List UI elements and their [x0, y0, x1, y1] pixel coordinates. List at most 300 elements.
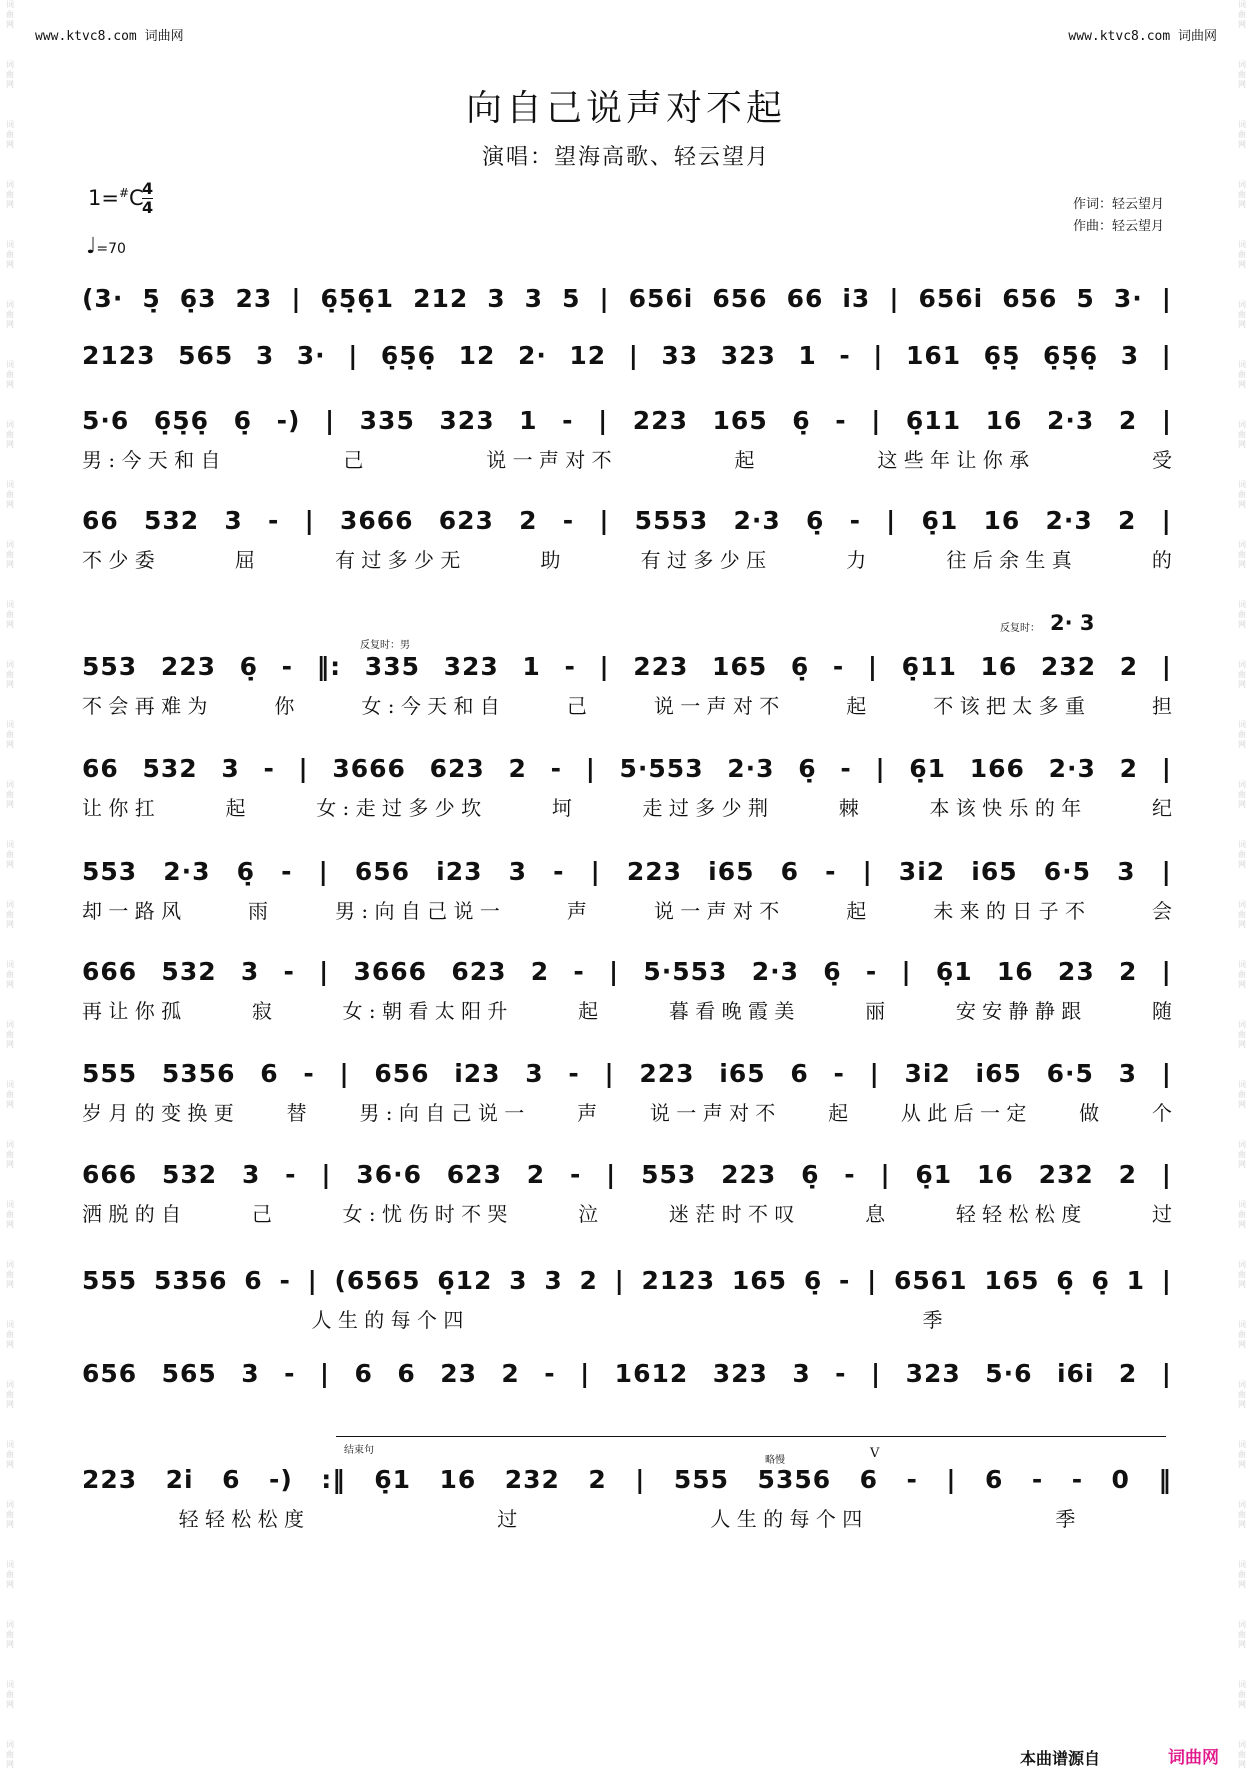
note-group: - [564, 651, 576, 681]
barline: | [1161, 405, 1172, 435]
note-group: 565 [161, 1358, 217, 1388]
watermark-text: 词 曲 网 [6, 1200, 14, 1229]
watermark-column-left [3, 0, 17, 1788]
note-group: - [285, 1159, 297, 1189]
note-group: 623 [438, 505, 494, 535]
note-group: 6 [244, 1265, 263, 1295]
lyric-phrase: 未 来 的 日 子 不 [933, 899, 1086, 923]
lyric-phrase: 人 生 的 每 个 四 [311, 1308, 464, 1332]
barline: | [298, 753, 309, 783]
note-group: 532 [161, 1159, 218, 1189]
barline: | [598, 405, 609, 435]
note-group: 6 [780, 856, 799, 886]
note-group: 6̣ [823, 956, 842, 986]
note-group: 2123 [82, 340, 156, 370]
note-group: -) [276, 405, 301, 435]
watermark-text: 词 曲 网 [6, 420, 14, 449]
note-group: 656i [628, 283, 694, 313]
lyric-phrase: 你 [274, 694, 295, 718]
note-group: - [825, 856, 837, 886]
lyric-phrase: 起 [734, 448, 755, 472]
time-signature: 4 4 [142, 179, 154, 217]
barline: | [873, 340, 884, 370]
note-group: 2 [1118, 505, 1137, 535]
barline: | [339, 1058, 350, 1088]
watermark-text: 词 曲 网 [6, 840, 14, 869]
note-group: 1 [798, 340, 817, 370]
watermark-text: 词 曲 网 [6, 300, 14, 329]
note-group: 16 [980, 651, 1018, 681]
lyrics-line [82, 1503, 1172, 1531]
watermark-text: 词 曲 网 [6, 60, 14, 89]
note-group: 3· [296, 340, 326, 370]
lyricist: 作词：轻云望月 [1072, 197, 1164, 212]
note-group: 12 [458, 340, 496, 370]
note-group: - [303, 1058, 315, 1088]
note-group: 66 [82, 753, 119, 783]
barline: :‖ [321, 1464, 346, 1494]
note-group: - [263, 753, 275, 783]
notes-line [82, 1156, 1172, 1192]
note-group: 6̣ [239, 651, 259, 681]
watermark-text: 词 曲 网 [1238, 60, 1246, 89]
note-group: 3 [224, 505, 243, 535]
note-group: 16 [985, 405, 1023, 435]
watermark-text: 词 曲 网 [6, 1020, 14, 1049]
watermark-text: 词 曲 网 [1238, 540, 1246, 569]
note-group: 6̣1 [935, 956, 973, 986]
score-system [82, 1262, 1172, 1332]
barline: | [599, 651, 610, 681]
watermark-text: 词 曲 网 [6, 960, 14, 989]
note-group: 6̣5̣6̣ [153, 405, 210, 435]
note-group: 6̣5̣ [983, 340, 1021, 370]
notes-line [82, 1355, 1172, 1391]
note-group: 3 [792, 1358, 811, 1388]
lyric-phrase: 纪 [1151, 796, 1172, 820]
note-group: 5·6 [985, 1358, 1033, 1388]
note-group: 553 [82, 651, 138, 681]
watermark-text: 词 曲 网 [6, 1260, 14, 1289]
note-group: 6̣5̣6̣1 [320, 283, 395, 313]
note-group: 66 [82, 505, 119, 535]
lyric-phrase: 季 [1055, 1507, 1076, 1531]
watermark-text: 词 曲 网 [6, 600, 14, 629]
note-group: 6̣12 [437, 1265, 493, 1295]
lyric-phrase: 替 [286, 1101, 307, 1125]
note-group: 3· [1113, 283, 1143, 313]
note-group: 2 [1118, 1159, 1137, 1189]
note-group: 555 [82, 1058, 138, 1088]
note-group: 3 [509, 1265, 528, 1295]
note-group: 3 [240, 956, 260, 986]
watermark-text: 词 曲 网 [1238, 360, 1246, 389]
lyric-phrase: 担 [1151, 694, 1172, 718]
note-group: - [568, 1058, 580, 1088]
watermark-text: 词 曲 网 [1238, 1680, 1246, 1709]
notes-line [82, 337, 1172, 373]
note-group: 532 [142, 753, 198, 783]
note-group: 232 [504, 1464, 560, 1494]
note-group: 166 [969, 753, 1025, 783]
watermark-text: 词 曲 网 [6, 1140, 14, 1169]
watermark-text: 词 曲 网 [1238, 1380, 1246, 1409]
note-group: 6·5 [1043, 856, 1091, 886]
note-group: - [849, 505, 861, 535]
note-group: 223 [632, 405, 688, 435]
note-group: - [550, 753, 562, 783]
note-group: 565 [178, 340, 234, 370]
watermark-text: 词 曲 网 [1238, 1440, 1246, 1469]
note-group: 165 [712, 405, 768, 435]
note-group: i65 [719, 1058, 766, 1088]
score-system [82, 953, 1172, 1023]
lyric-phrase: 声 [577, 1101, 598, 1125]
note-group: - [835, 1358, 847, 1388]
note-group: 223 [626, 856, 683, 886]
lyric-phrase: 再 让 你 孤 [82, 999, 182, 1023]
lyrics-line [82, 690, 1172, 718]
watermark-column-right [1235, 0, 1249, 1788]
note-group: 666 [82, 1159, 138, 1189]
note-group: - [562, 405, 574, 435]
barline: | [319, 956, 330, 986]
note-group: - [906, 1464, 918, 1494]
lyric-phrase: 安 安 静 静 跟 [955, 999, 1082, 1023]
note-group: 335 [359, 405, 415, 435]
note-group: 6̣ [236, 856, 256, 886]
note-group: 165 [984, 1265, 1040, 1295]
barline: | [889, 283, 900, 313]
lyric-phrase: 让 你 扛 [82, 796, 155, 820]
note-group: 2 [1118, 1358, 1138, 1388]
barline: | [946, 1464, 957, 1494]
singers: 演唱：望海高歌、轻云望月 [481, 145, 770, 170]
note-group: 6 [984, 1464, 1004, 1494]
notes-line [82, 402, 1172, 438]
note-group: 323 [905, 1358, 961, 1388]
lyric-phrase: 却 一 路 风 [82, 899, 182, 923]
note-group: 232 [1038, 1159, 1094, 1189]
note-group: (6565 [334, 1265, 421, 1295]
lyric-phrase: 坷 [551, 796, 572, 820]
note-group: 1 [1126, 1265, 1145, 1295]
watermark-text: 词 曲 网 [6, 1080, 14, 1109]
note-group: 165 [731, 1265, 788, 1295]
note-group: i65 [975, 1058, 1022, 1088]
lyric-phrase: 有 过 多 少 压 [640, 548, 767, 572]
lyric-phrase: 己 [343, 448, 364, 472]
lyric-phrase: 己 [566, 694, 587, 718]
lyric-phrase: 本 该 快 乐 的 年 [929, 796, 1082, 820]
note-group: 3i2 [904, 1058, 951, 1088]
note-group: 232 [1040, 651, 1097, 681]
note-group: 5356 [757, 1464, 832, 1494]
note-group: i23 [436, 856, 483, 886]
note-group: 5 [562, 283, 581, 313]
note-group: - [839, 340, 851, 370]
watermark-text: 词 曲 网 [6, 720, 14, 749]
note-group: 23 [440, 1358, 477, 1388]
notes-line [82, 1055, 1172, 1091]
repeat-alt-label: 反复时： [1000, 623, 1040, 634]
note-group: 2·3 [1047, 405, 1095, 435]
note-group: 3666 [332, 753, 406, 783]
note-group: 623 [429, 753, 485, 783]
note-group: 6 [354, 1358, 373, 1388]
watermark-text: 词 曲 网 [1238, 240, 1246, 269]
note-group: 323 [439, 405, 495, 435]
lyric-phrase: 不 会 再 难 为 [82, 694, 208, 718]
note-group: 656 [1002, 283, 1058, 313]
note-group: 656 [712, 283, 768, 313]
note-group: 6561 [894, 1265, 968, 1295]
note-group: 6̣1 [915, 1159, 953, 1189]
watermark-text: 词 曲 网 [1238, 780, 1246, 809]
note-group: i23 [454, 1058, 501, 1088]
lyric-phrase: 女 : 忧 伤 时 不 哭 [342, 1202, 508, 1226]
watermark-text: 词 曲 网 [1238, 420, 1246, 449]
note-group: 2·3 [727, 753, 775, 783]
note-group: - [268, 505, 280, 535]
watermark-text: 词 曲 网 [6, 900, 14, 929]
lyric-phrase: 受 [1151, 448, 1172, 472]
lyrics-line [82, 792, 1172, 820]
note-group: 3666 [353, 956, 428, 986]
score-system [82, 750, 1172, 820]
notes-line [82, 1262, 1172, 1298]
note-group: - [544, 1358, 556, 1388]
watermark-text: 词 曲 网 [6, 180, 14, 209]
note-group: 6̣ [1056, 1265, 1075, 1295]
lyric-phrase: 洒 脱 的 自 [82, 1202, 182, 1226]
note-group: - [835, 405, 847, 435]
barline: | [604, 1058, 615, 1088]
watermark-text: 词 曲 网 [6, 0, 14, 29]
barline: | [599, 283, 610, 313]
watermark-text: 词 曲 网 [1238, 600, 1246, 629]
watermark-text: 词 曲 网 [6, 1440, 14, 1469]
lyric-phrase: 人 生 的 每 个 四 [710, 1507, 863, 1531]
note-group: - [553, 856, 565, 886]
watermark-text: 词 曲 网 [6, 1380, 14, 1409]
barline: | [1161, 1265, 1172, 1295]
note-group: 2 [588, 1464, 607, 1494]
lyrics-line [82, 1304, 1172, 1332]
watermark-text: 词 曲 网 [6, 1560, 14, 1589]
watermark-text: 词 曲 网 [6, 1320, 14, 1349]
note-group: - [1031, 1464, 1044, 1494]
note-group: 2 [519, 505, 538, 535]
note-group: 623 [451, 956, 507, 986]
lyric-phrase: 起 [828, 1101, 849, 1125]
note-group: 3 [1118, 1058, 1138, 1088]
barline: | [319, 1358, 331, 1388]
lyric-phrase: 往 后 余 生 真 [946, 548, 1072, 572]
barline: | [609, 956, 620, 986]
note-group: 6̣1 [909, 753, 947, 783]
note-group: 16 [439, 1464, 477, 1494]
note-group: 6̣ [792, 405, 811, 435]
repeat-alt-notes: 2· 3 [1050, 611, 1095, 635]
barline: | [869, 1058, 880, 1088]
note-group: 623 [446, 1159, 502, 1189]
barline: ‖ [1158, 1464, 1172, 1494]
lyric-phrase: 女 : 朝 看 太 阳 升 [342, 999, 508, 1023]
watermark-text: 词 曲 网 [6, 1500, 14, 1529]
note-group: i65 [708, 856, 755, 886]
barline: ‖: [316, 651, 342, 681]
note-group: 2·3 [1045, 505, 1093, 535]
note-group: 23 [1057, 956, 1095, 986]
note-group: 3 [241, 1358, 260, 1388]
quarter-note-icon: ♩ [86, 234, 97, 259]
note-group: 2 [1118, 956, 1138, 986]
note-group: 2 [508, 753, 527, 783]
score-system [82, 648, 1172, 718]
lyric-phrase: 泣 [578, 1202, 599, 1226]
note-group: 3 [524, 283, 544, 313]
watermark-text: 词 曲 网 [6, 660, 14, 689]
note-group: - [1071, 1464, 1084, 1494]
note-group: i6i [1056, 1358, 1095, 1388]
note-group: - [284, 1358, 296, 1388]
note-group: - [865, 956, 878, 986]
note-group: 6 [397, 1358, 416, 1388]
lyric-phrase: 男 : 向 自 己 说 一 [335, 899, 500, 923]
note-group: 666 [82, 956, 138, 986]
note-group: 6̣ [805, 505, 825, 535]
notes-line [82, 1461, 1172, 1497]
note-group: 2 [1118, 405, 1138, 435]
lyric-phrase: 女 : 今 天 和 自 [361, 694, 500, 718]
lyric-phrase: 说 一 声 对 不 [649, 1101, 776, 1125]
watermark-text: 词 曲 网 [1238, 480, 1246, 509]
note-group: 656 [82, 1358, 138, 1388]
site-url-left[interactable]: www.ktvc8.com 词曲网 [35, 29, 184, 44]
note-group: 3 [525, 1058, 544, 1088]
watermark-text: 词 曲 网 [6, 240, 14, 269]
note-group: 5̣ [142, 283, 161, 313]
watermark-text: 词 曲 网 [6, 1740, 14, 1769]
note-group: - [844, 1159, 856, 1189]
barline: | [318, 856, 329, 886]
lyrics-line [82, 895, 1172, 923]
lyric-phrase: 个 [1151, 1101, 1172, 1125]
note-group: 3i2 [898, 856, 946, 886]
watermark-text: 词 曲 网 [1238, 1260, 1246, 1289]
lyric-phrase: 说 一 声 对 不 [653, 694, 780, 718]
note-group: 223 [633, 651, 689, 681]
note-group: 6 [260, 1058, 279, 1088]
watermark-text: 词 曲 网 [1238, 1320, 1246, 1349]
note-group: -) [268, 1464, 293, 1494]
slow-label: 略慢 [765, 1455, 785, 1466]
note-group: i3 [842, 283, 871, 313]
note-group: 36·6 [356, 1159, 422, 1189]
barline: | [599, 505, 610, 535]
note-group: 223 [82, 1464, 138, 1494]
barline: | [867, 1265, 878, 1295]
score-system [82, 502, 1172, 572]
notes-line [82, 502, 1172, 538]
note-group: 16 [976, 1159, 1014, 1189]
barline: | [1161, 1058, 1172, 1088]
composer: 作曲：轻云望月 [1072, 219, 1164, 234]
lyric-phrase: 棘 [838, 796, 859, 820]
note-group: - [281, 651, 294, 681]
note-group: 6̣ [233, 405, 253, 435]
barline: | [880, 1159, 891, 1189]
note-group: 6·5 [1046, 1058, 1094, 1088]
footer-logo[interactable]: 词曲网 [1168, 1748, 1219, 1768]
barline: | [324, 405, 336, 435]
lyric-phrase: 息 [865, 1202, 886, 1226]
note-group: 6̣5̣6̣ [1043, 340, 1099, 370]
lyric-phrase: 迷 茫 时 不 叹 [668, 1202, 795, 1226]
lyric-phrase: 雨 [248, 899, 269, 923]
lyric-phrase: 说 一 声 对 不 [486, 448, 612, 472]
barline: | [1161, 651, 1172, 681]
barline: | [1161, 1358, 1172, 1388]
note-group: 6 [222, 1464, 241, 1494]
lyrics-line [82, 1097, 1172, 1125]
note-group: 223 [639, 1058, 695, 1088]
note-group: 335 [364, 651, 420, 681]
note-group: 5 [1076, 283, 1095, 313]
note-group: 1 [522, 651, 541, 681]
barline: | [1161, 340, 1172, 370]
note-group: 223 [721, 1159, 777, 1189]
note-group: 1 [519, 405, 538, 435]
note-group: 23 [235, 283, 273, 313]
lyric-phrase: 女 : 走 过 多 少 坎 [316, 796, 482, 820]
note-group: 2·3 [1048, 753, 1096, 783]
tempo-marking: ♩=70 [86, 234, 126, 259]
lyric-phrase: 不 该 把 太 多 重 [933, 694, 1086, 718]
watermark-text: 词 曲 网 [6, 1620, 14, 1649]
lyric-phrase: 男 : 今 天 和 自 [82, 448, 221, 472]
lyric-phrase: 力 [846, 548, 867, 572]
barline: | [901, 956, 912, 986]
note-group: 16 [996, 956, 1034, 986]
note-group: 6̣11 [905, 405, 962, 435]
barline: | [307, 1265, 318, 1295]
note-group: 532 [161, 956, 217, 986]
note-group: 323 [720, 340, 776, 370]
note-group: - [573, 956, 585, 986]
key-signature: 1=#C [88, 186, 144, 210]
lyric-phrase: 不 少 委 [82, 548, 155, 572]
barline: | [635, 1464, 646, 1494]
lyrics-line [82, 544, 1172, 572]
barline: | [606, 1159, 617, 1189]
site-url-right[interactable]: www.ktvc8.com 词曲网 [1068, 29, 1217, 44]
watermark-text: 词 曲 网 [1238, 1500, 1246, 1529]
note-group: 2·3 [733, 505, 781, 535]
barline: | [1161, 505, 1172, 535]
score-system [82, 1355, 1172, 1415]
note-group: 553 [641, 1159, 697, 1189]
barline: | [304, 505, 315, 535]
barline: | [1161, 856, 1172, 886]
footer-source: 本曲谱源自 [1020, 1749, 1101, 1768]
lyric-phrase: 男 : 向 自 己 说 一 [359, 1101, 525, 1125]
song-title: 向自己说声对不起 [465, 88, 786, 129]
lyric-phrase: 说 一 声 对 不 [653, 899, 780, 923]
note-group: 6̣ [1091, 1265, 1110, 1295]
note-group: 3 [1117, 856, 1136, 886]
